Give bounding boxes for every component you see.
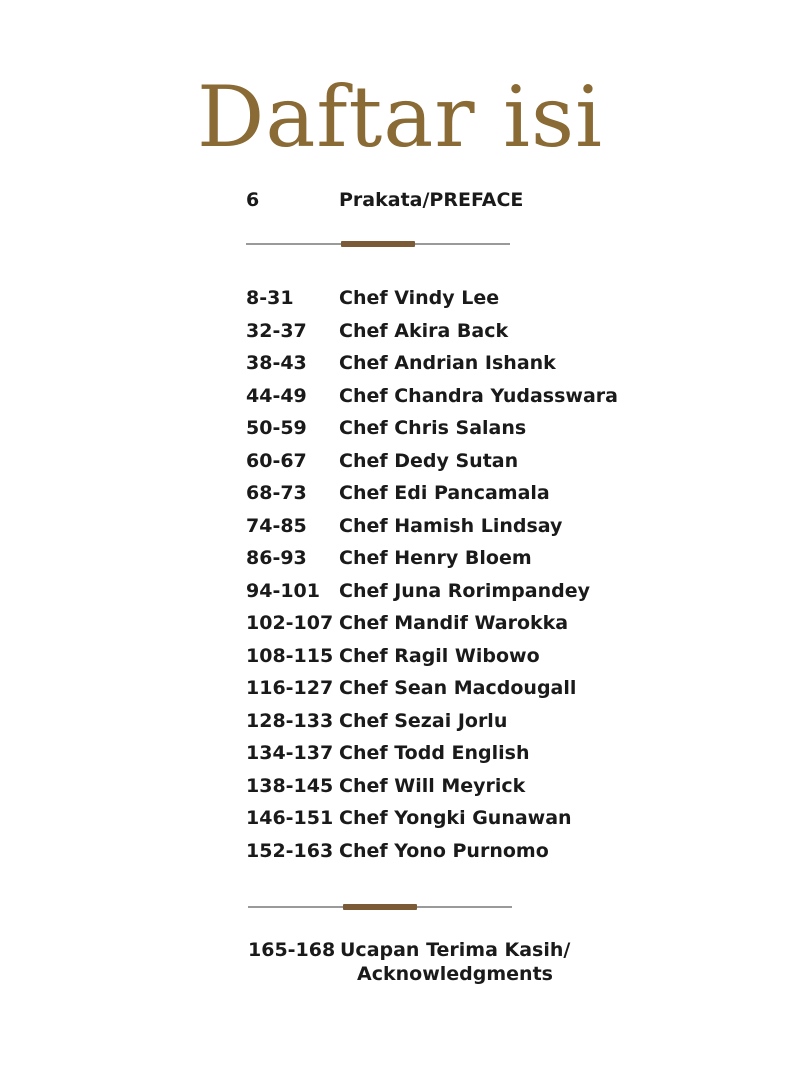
toc-page-range: 102-107 [246,612,334,634]
divider-accent [341,241,415,247]
toc-entry-label [340,938,570,986]
toc-chef-name: Chef Dedy Sutan [339,449,519,472]
toc-page-range: 38-43 [246,352,307,374]
toc-page-range: 108-115 [246,644,334,667]
toc-page-range: 152-163 [246,839,334,862]
toc-page-number: 6 [246,189,260,211]
toc-chef-name: Chef Sezai Jorlu [339,709,508,732]
toc-page-range: 50-59 [246,417,307,439]
toc-page-range: 165-168 [248,939,336,961]
section-divider-bottom [248,906,512,908]
toc-chef-name: Chef Andrian Ishank [339,352,556,374]
toc-page-range: 146-151 [246,807,334,829]
toc-chef-name: Chef Yono Purnomo [339,839,549,862]
toc-page-range: 86-93 [246,547,307,569]
toc-chef-name: Chef Todd English [339,742,530,764]
ack-line-1: Ucapan Terima Kasih/ [340,939,571,961]
toc-chef-name: Chef Will Meyrick [339,774,526,797]
toc-chef-name: Chef Chris Salans [339,417,527,439]
divider-accent [343,904,417,910]
section-divider-top [246,243,510,245]
toc-page-range: 138-145 [246,774,334,797]
toc-page-range: 74-85 [246,514,307,537]
toc-page-range: 94-101 [246,579,320,602]
toc-chef-name: Chef Akira Back [339,319,509,342]
toc-chef-name: Chef Yongki Gunawan [339,807,572,829]
toc-chef-name: Chef Ragil Wibowo [339,644,540,667]
toc-page-range: 60-67 [246,449,307,472]
toc-page-range: 134-137 [246,742,334,764]
toc-chef-name: Chef Sean Macdougall [339,677,577,699]
toc-chef-name: Chef Chandra Yudasswara [339,384,618,407]
toc-page-range: 44-49 [246,384,307,407]
ack-line-2: Acknowledgments [357,963,553,985]
toc-chef-name: Chef Mandif Warokka [339,612,569,634]
toc-page-range: 32-37 [246,319,307,342]
page-title: Daftar isi [196,68,604,166]
toc-entry-label: Prakata/PREFACE [339,189,524,211]
toc-page-range: 8-31 [246,287,294,309]
toc-chef-name: Chef Vindy Lee [339,287,500,309]
toc-page-range: 128-133 [246,709,334,732]
toc-chef-name: Chef Edi Pancamala [339,482,550,504]
toc-chef-name: Chef Hamish Lindsay [339,514,563,537]
toc-chef-name: Chef Henry Bloem [339,547,532,569]
toc-page-range: 116-127 [246,677,334,699]
toc-chef-name: Chef Juna Rorimpandey [339,579,590,602]
toc-page-range: 68-73 [246,482,307,504]
